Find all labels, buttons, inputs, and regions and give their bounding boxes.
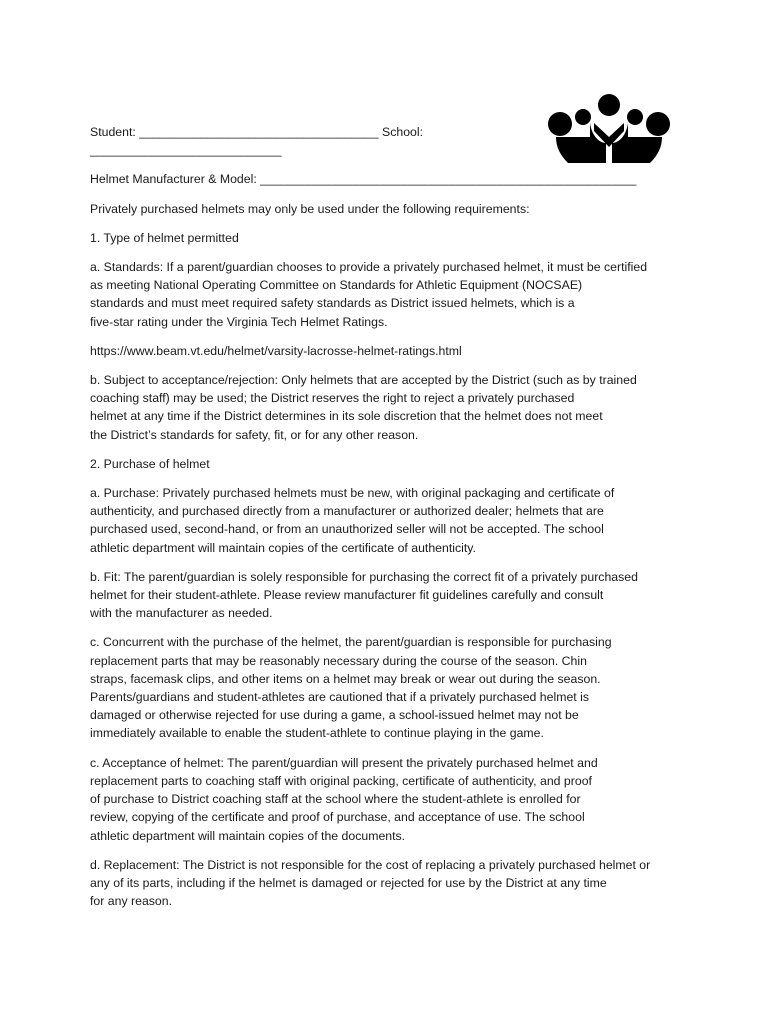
section-2c1-line-2: replacement parts that may be reasonably necessary during the course of the season. Chin xyxy=(90,653,587,668)
section-2a-line-4: athletic department will maintain copies of the certificate of authenticity. xyxy=(90,540,476,555)
section-2c2-line-2: replacement parts to coaching staff with original packing, certificate of authenticity, and proof xyxy=(90,773,592,788)
section-2c-replacement-parts xyxy=(90,633,690,742)
section-1b-acceptance xyxy=(90,371,690,444)
section-1a-standards xyxy=(90,258,690,331)
section-1a-line-1: a. Standards: If a parent/guardian chooses to provide a privately purchased helmet, it must be certified xyxy=(90,260,648,275)
section-2b-line-3: with the manufacturer as needed. xyxy=(90,606,273,621)
student-school-line: Student: ___________________________________ School: xyxy=(90,125,424,139)
section-2c1-line-1: c. Concurrent with the purchase of the helmet, the parent/guardian is responsible for purchasing xyxy=(90,635,612,650)
section-2d-line-2: any of its parts, including if the helmet is damaged or rejected for use by the District at any time xyxy=(90,875,607,890)
helmet-manufacturer-line: Helmet Manufacturer & Model: _______________________________________________________ xyxy=(90,172,637,187)
section-1a-line-3: standards and must meet required safety standards as District issued helmets, which is a xyxy=(90,296,575,311)
ratings-url[interactable]: https://www.beam.vt.edu/helmet/varsity-lacrosse-helmet-ratings.html xyxy=(90,343,462,358)
section-1b-line-1: b. Subject to acceptance/rejection: Only helmets that are accepted by the District (such as by trained xyxy=(90,373,637,388)
section-2c-acceptance xyxy=(90,754,690,845)
section-2d-line-1: d. Replacement: The District is not responsible for the cost of replacing a privately purchased helmet or xyxy=(90,857,651,872)
section-2d-replacement xyxy=(90,856,690,911)
section-2a-purchase xyxy=(90,484,690,557)
section-2c2-line-3: of purchase to District coaching staff at the school where the student-athlete is enrolled for xyxy=(90,792,581,807)
section-2a-line-2: authenticity, and purchased directly from a manufacturer or authorized dealer; helmets that are xyxy=(90,504,604,519)
section-2c1-line-6: immediately available to enable the student-athlete to continue playing in the game. xyxy=(90,726,544,741)
section-2c2-line-5: athletic department will maintain copies of the documents. xyxy=(90,828,406,843)
section-1-heading: 1. Type of helmet permitted xyxy=(90,230,239,245)
section-2b-line-2: helmet for their student-athlete. Please review manufacturer fit guidelines carefully and consult xyxy=(90,588,604,603)
section-2a-line-3: purchased used, second-hand, or from an unauthorized seller will not be accepted. The school xyxy=(90,522,604,537)
section-1a-line-2: as meeting National Operating Committee on Standards for Athletic Equipment (NOCSAE) xyxy=(90,278,583,293)
school-blank-line: ____________________________ xyxy=(90,143,282,158)
document-body xyxy=(90,123,690,921)
section-2b-fit xyxy=(90,568,690,623)
section-1a-line-4: five-star rating under the Virginia Tech Helmet Ratings. xyxy=(90,314,388,329)
section-2c1-line-5: damaged or otherwise rejected for use during a game, a school-issued helmet may not be xyxy=(90,708,579,723)
section-2c1-line-3: straps, facemask clips, and other items on a helmet may break or wear out during the season. xyxy=(90,671,601,686)
section-1b-line-4: the District’s standards for safety, fit, or for any other reason. xyxy=(90,427,419,442)
intro-text: Privately purchased helmets may only be used under the following requirements: xyxy=(90,201,530,216)
section-2c1-line-4: Parents/guardians and student-athletes are cautioned that if a privately purchased helmet is xyxy=(90,690,590,705)
section-2-heading: 2. Purchase of helmet xyxy=(90,456,210,471)
section-1b-line-2: coaching staff) may be used; the District reserves the right to reject a privately purchased xyxy=(90,391,575,406)
section-2b-line-1: b. Fit: The parent/guardian is solely responsible for purchasing the correct fit of a privately purchased xyxy=(90,569,638,584)
section-2d-line-3: for any reason. xyxy=(90,894,173,909)
section-1b-line-3: helmet at any time if the District determines in its sole discretion that the helmet does not meet xyxy=(90,409,603,424)
section-2a-line-1: a. Purchase: Privately purchased helmets must be new, with original packaging and certificate of xyxy=(90,486,615,501)
section-2c2-line-1: c. Acceptance of helmet: The parent/guardian will present the privately purchased helmet and xyxy=(90,755,598,770)
section-2c2-line-4: review, copying of the certificate and proof of purchase, and acceptance of use. The school xyxy=(90,810,585,825)
